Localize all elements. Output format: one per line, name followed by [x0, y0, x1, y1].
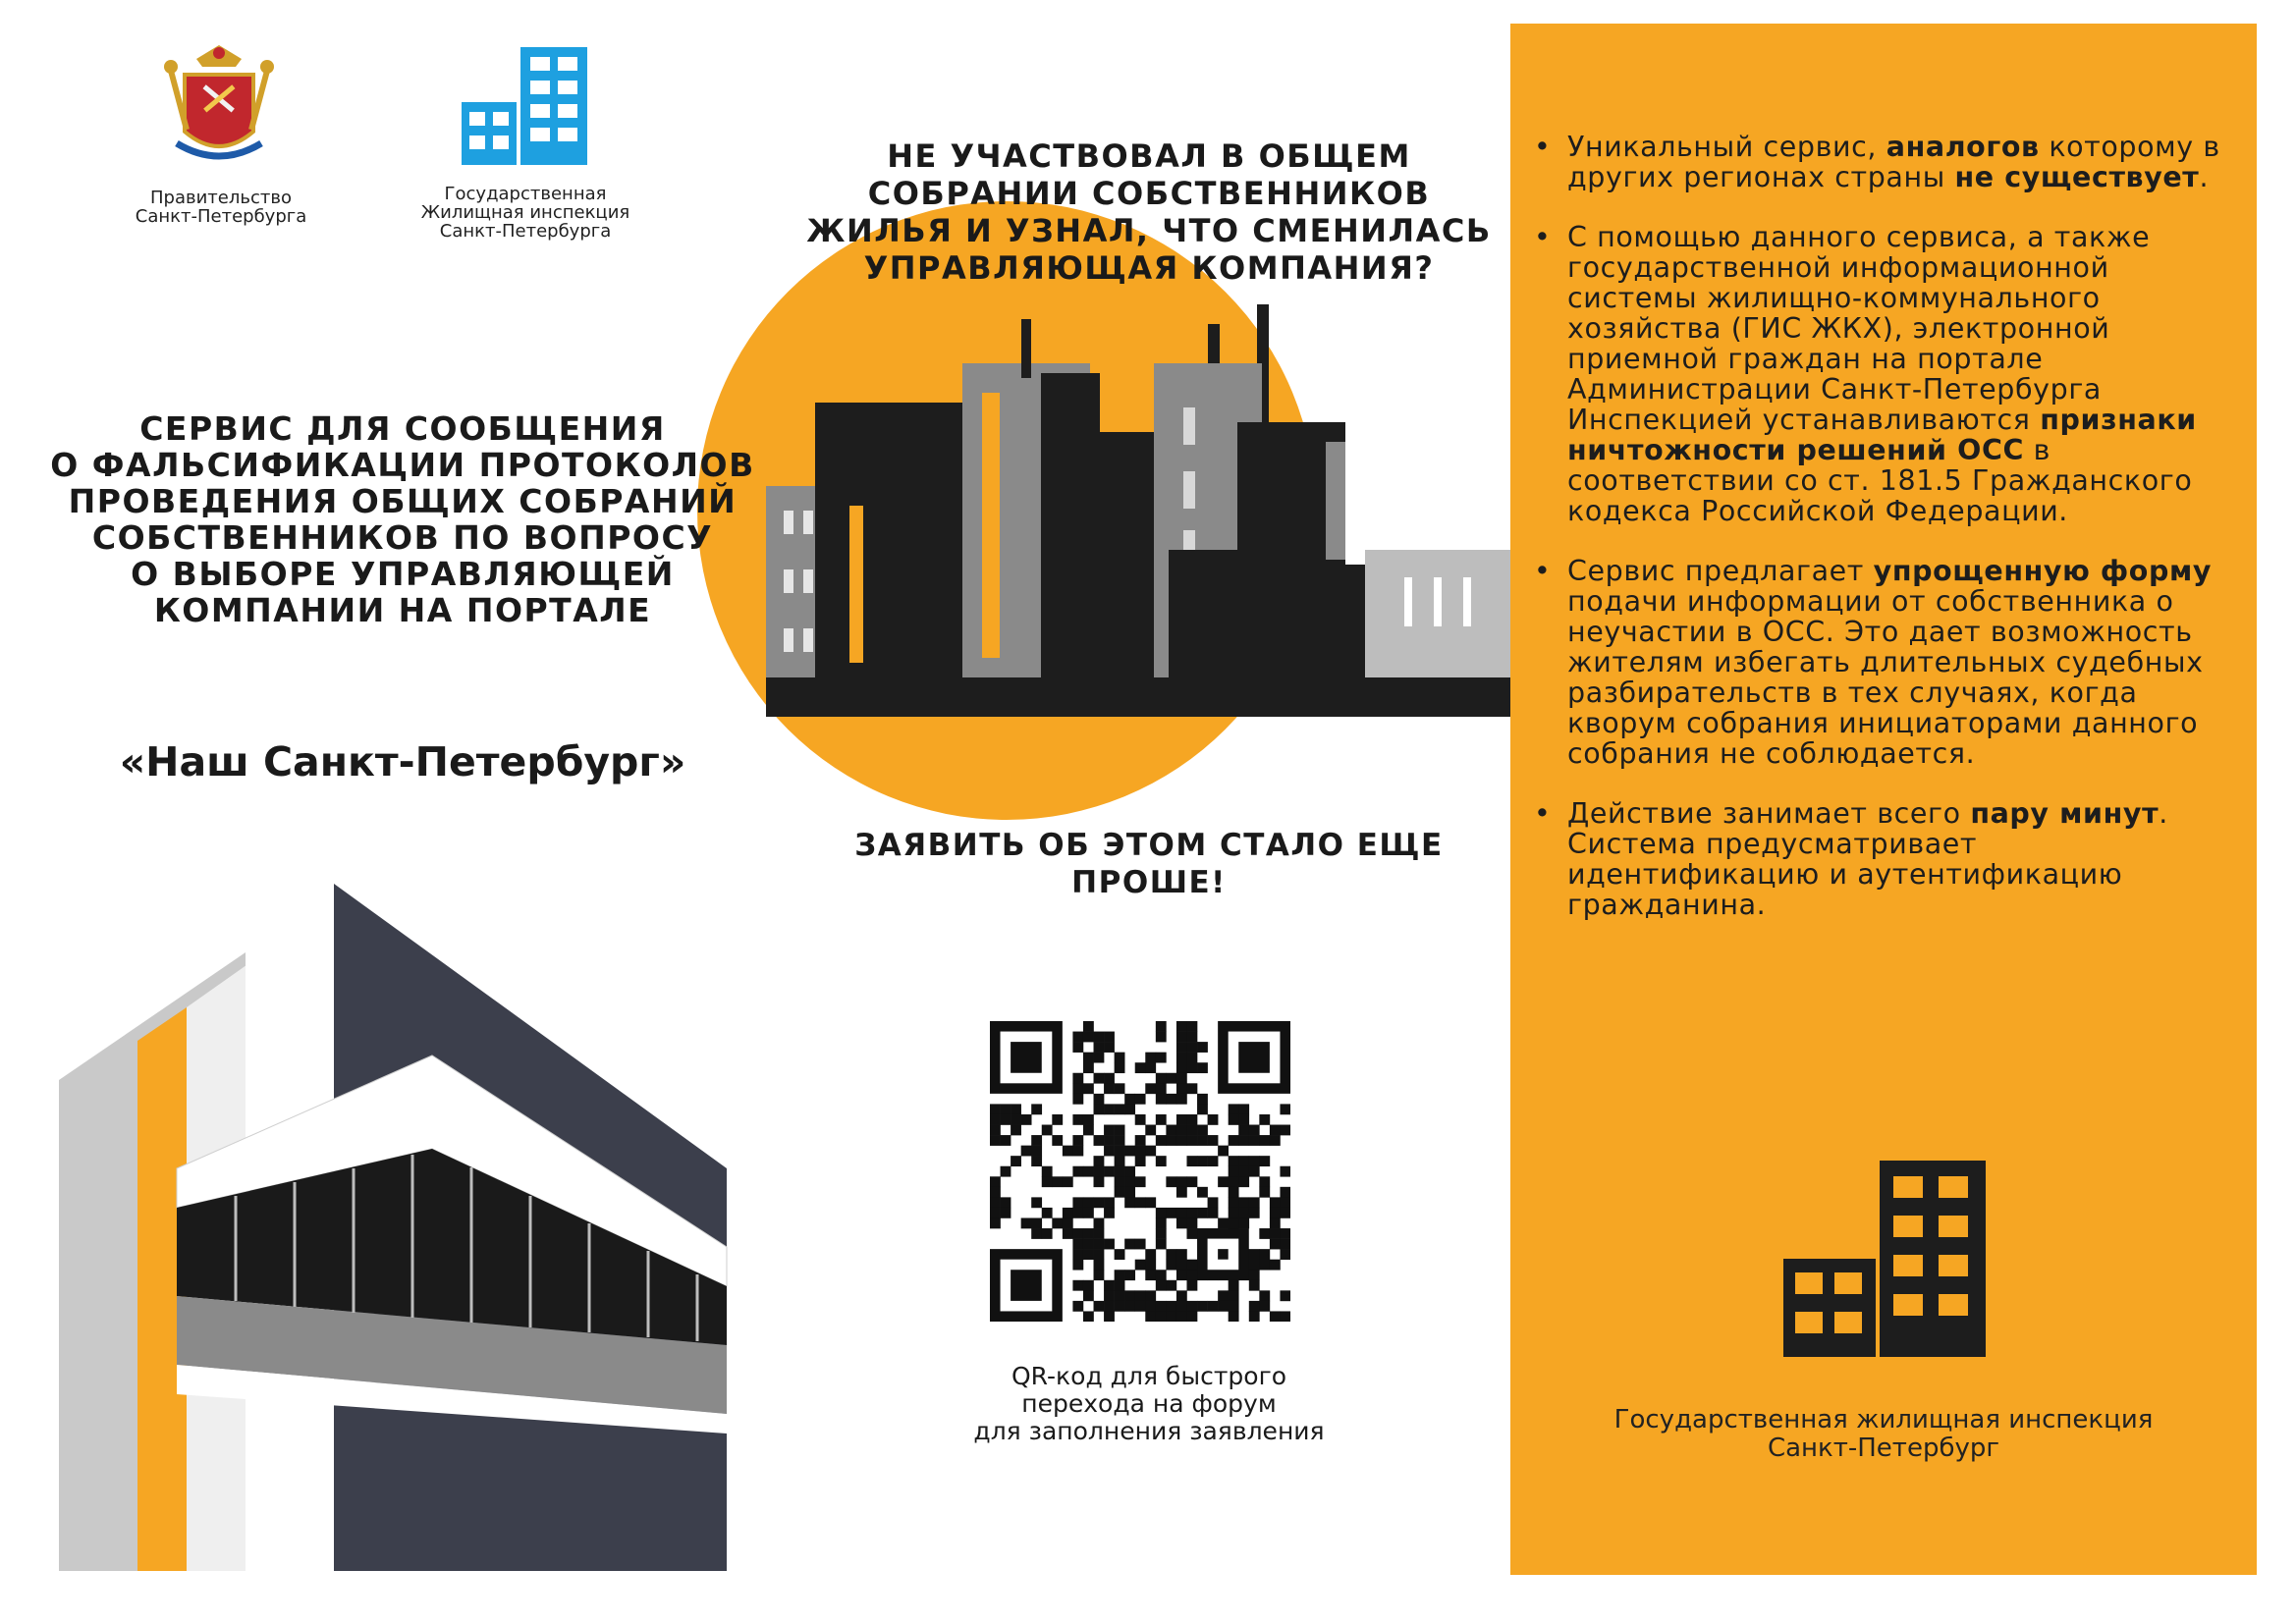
inspection-caption: Государственная Жилищная инспекция Санкт-Петербурга — [420, 184, 630, 242]
info-panel — [1510, 24, 2257, 1575]
question-heading: НЕ УЧАСТВОВАЛ В ОБЩЕМ СОБРАНИИ СОБСТВЕННИКОВ ЖИЛЬЯ И УЗНАЛ, ЧТО СМЕНИЛАСЬ УПРАВЛЯЮЩАЯ КОМПАНИЯ? — [806, 137, 1492, 287]
feature-item: • Сервис предлагает упрощенную форму подачи информации от собственника о неучастии в ОСС. Это дает возможность жителям избегать длительных судебных разбирательств в тех случаях, когда кворум собрания инициаторами данного собрания не соблюдается. — [1530, 556, 2229, 769]
feature-item: • С помощью данного сервиса, а также государственной информационной системы жилищно-коммунального хозяйства (ГИС ЖКХ), электронной приемной граждан на портале Администрации Санкт-Петербурга Инспекцией устанавливаются признаки ничтожности решений ОСС в соответствии со ст. 181.5 Гражданского кодекса Российской Федерации. — [1530, 222, 2229, 526]
panel-caption: Государственная жилищная инспекция Санкт-Петербург — [1613, 1405, 2154, 1463]
feature-item: • Действие занимает всего пару минут. Система предусматривает идентификацию и аутентификацию гражданина. — [1530, 798, 2229, 920]
building-logo-icon — [462, 47, 587, 165]
qr-caption: QR-код для быстрого перехода на форум для заполнения заявления — [973, 1362, 1325, 1445]
office-building-illustration — [59, 884, 746, 1571]
qr-code[interactable] — [990, 1021, 1290, 1322]
feature-item: • Уникальный сервис, аналогов которому в других регионах страны не существует. — [1530, 132, 2229, 192]
coat-of-arms-icon — [157, 41, 281, 171]
service-title: СЕРВИС ДЛЯ СООБЩЕНИЯ О ФАЛЬСИФИКАЦИИ ПРОТОКОЛОВ ПРОВЕДЕНИЯ ОБЩИХ СОБРАНИЙ СОБСТВЕННИКОВ ПО ВОПРОСУ О ВЫБОРЕ УПРАВЛЯЮЩЕЙ КОМПАНИИ НА ПОРТАЛЕ — [50, 409, 755, 629]
call-to-action: ЗАЯВИТЬ ОБ ЭТОМ СТАЛО ЕЩЕ ПРОШЕ! — [854, 828, 1444, 900]
feature-list — [1530, 132, 2229, 949]
government-caption: Правительство Санкт-Петербурга — [135, 188, 307, 227]
portal-name: «Наш Санкт-Петербург» — [119, 738, 686, 785]
building-logo-icon — [1783, 1161, 1986, 1357]
